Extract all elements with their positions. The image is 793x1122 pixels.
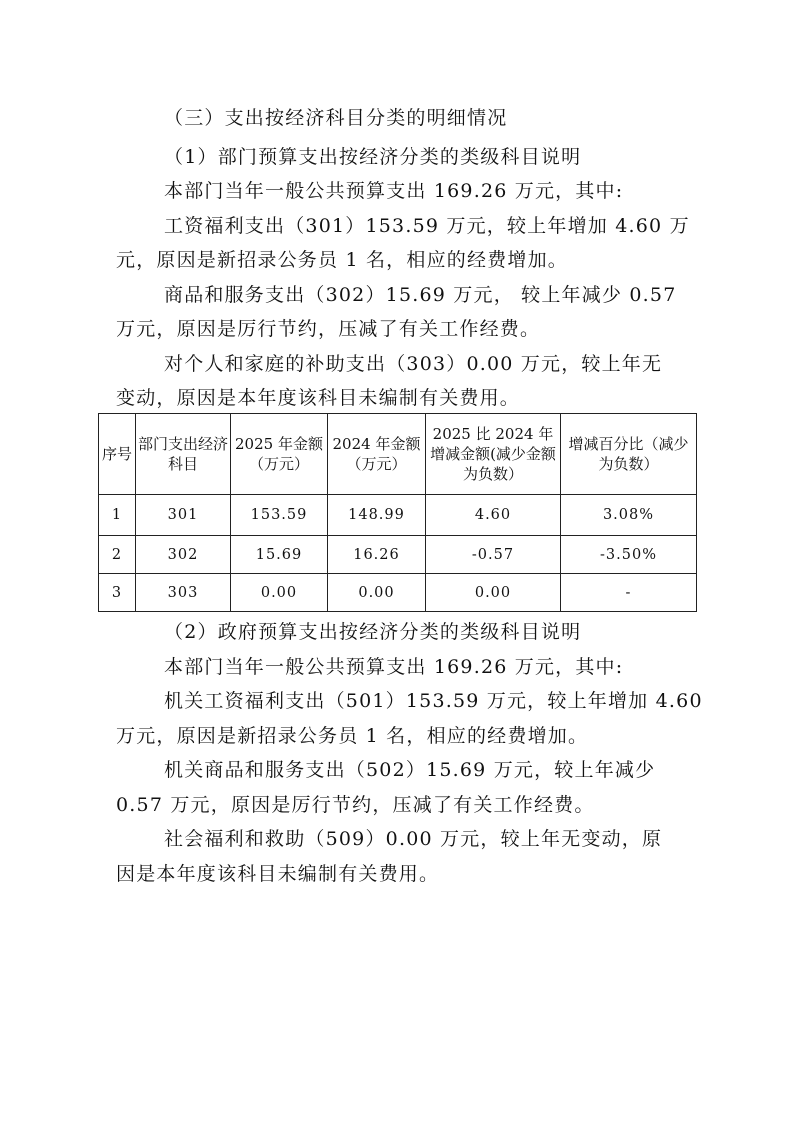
section-heading: （三）支出按经济科目分类的明细情况 (164, 107, 508, 129)
p303-line1: 对个人和家庭的补助支出（303）0.00 万元，较上年无 (164, 353, 663, 375)
header-change-percent: 增减百分比（减少为负数） (561, 414, 697, 495)
p301-line1: 工资福利支出（301）153.59 万元，较上年增加 4.60 万 (164, 215, 690, 237)
p302-line2: 万元，原因是厉行节约，压减了有关工作经费。 (116, 318, 541, 340)
cell-change-percent: -3.50% (561, 536, 697, 574)
cell-2025-amount: 0.00 (231, 574, 328, 612)
cell-category: 302 (136, 536, 231, 574)
p501-line1: 机关工资福利支出（501）153.59 万元，较上年增加 4.60 (164, 690, 703, 712)
cell-index: 1 (99, 495, 136, 536)
gov-total-paragraph: 本部门当年一般公共预算支出 169.26 万元，其中: (164, 656, 624, 678)
cell-change-amount: 0.00 (426, 574, 561, 612)
p501-line2: 万元，原因是新招录公务员 1 名，相应的经费增加。 (116, 725, 589, 747)
cell-2025-amount: 15.69 (231, 536, 328, 574)
cell-index: 2 (99, 536, 136, 574)
cell-change-percent: 3.08% (561, 495, 697, 536)
p509-line1: 社会福利和救助（509）0.00 万元，较上年无变动，原 (164, 828, 663, 850)
gov-budget-subheading: （2）政府预算支出按经济分类的类级科目说明 (164, 621, 582, 643)
cell-category: 303 (136, 574, 231, 612)
header-change-amount: 2025 比 2024 年增减金额(减少金额为负数） (426, 414, 561, 495)
header-2025-amount: 2025 年金额（万元） (231, 414, 328, 495)
p502-line1: 机关商品和服务支出（502）15.69 万元，较上年减少 (164, 759, 656, 781)
p509-line2: 因是本年度该科目未编制有关费用。 (116, 863, 440, 885)
cell-category: 301 (136, 495, 231, 536)
budget-table (98, 413, 697, 612)
cell-change-amount: 4.60 (426, 495, 561, 536)
header-2024-amount: 2024 年金额（万元） (328, 414, 426, 495)
cell-2024-amount: 16.26 (328, 536, 426, 574)
table-row (99, 574, 697, 612)
p302-line1: 商品和服务支出（302）15.69 万元， 较上年减少 0.57 (164, 284, 677, 306)
p303-line2: 变动，原因是本年度该科目未编制有关费用。 (116, 387, 521, 409)
cell-change-percent: - (561, 574, 697, 612)
p301-line2: 元，原因是新招录公务员 1 名，相应的经费增加。 (116, 249, 568, 271)
p502-line2: 0.57 万元，原因是厉行节约，压减了有关工作经费。 (116, 794, 595, 816)
cell-index: 3 (99, 574, 136, 612)
cell-2024-amount: 0.00 (328, 574, 426, 612)
table-header-row (99, 414, 697, 495)
table-row (99, 495, 697, 536)
header-index: 序号 (99, 414, 136, 495)
cell-change-amount: -0.57 (426, 536, 561, 574)
dept-budget-subheading: （1）部门预算支出按经济分类的类级科目说明 (164, 146, 582, 168)
header-category: 部门支出经济科目 (136, 414, 231, 495)
cell-2025-amount: 153.59 (231, 495, 328, 536)
dept-total-paragraph: 本部门当年一般公共预算支出 169.26 万元，其中: (164, 180, 624, 202)
table-row (99, 536, 697, 574)
cell-2024-amount: 148.99 (328, 495, 426, 536)
